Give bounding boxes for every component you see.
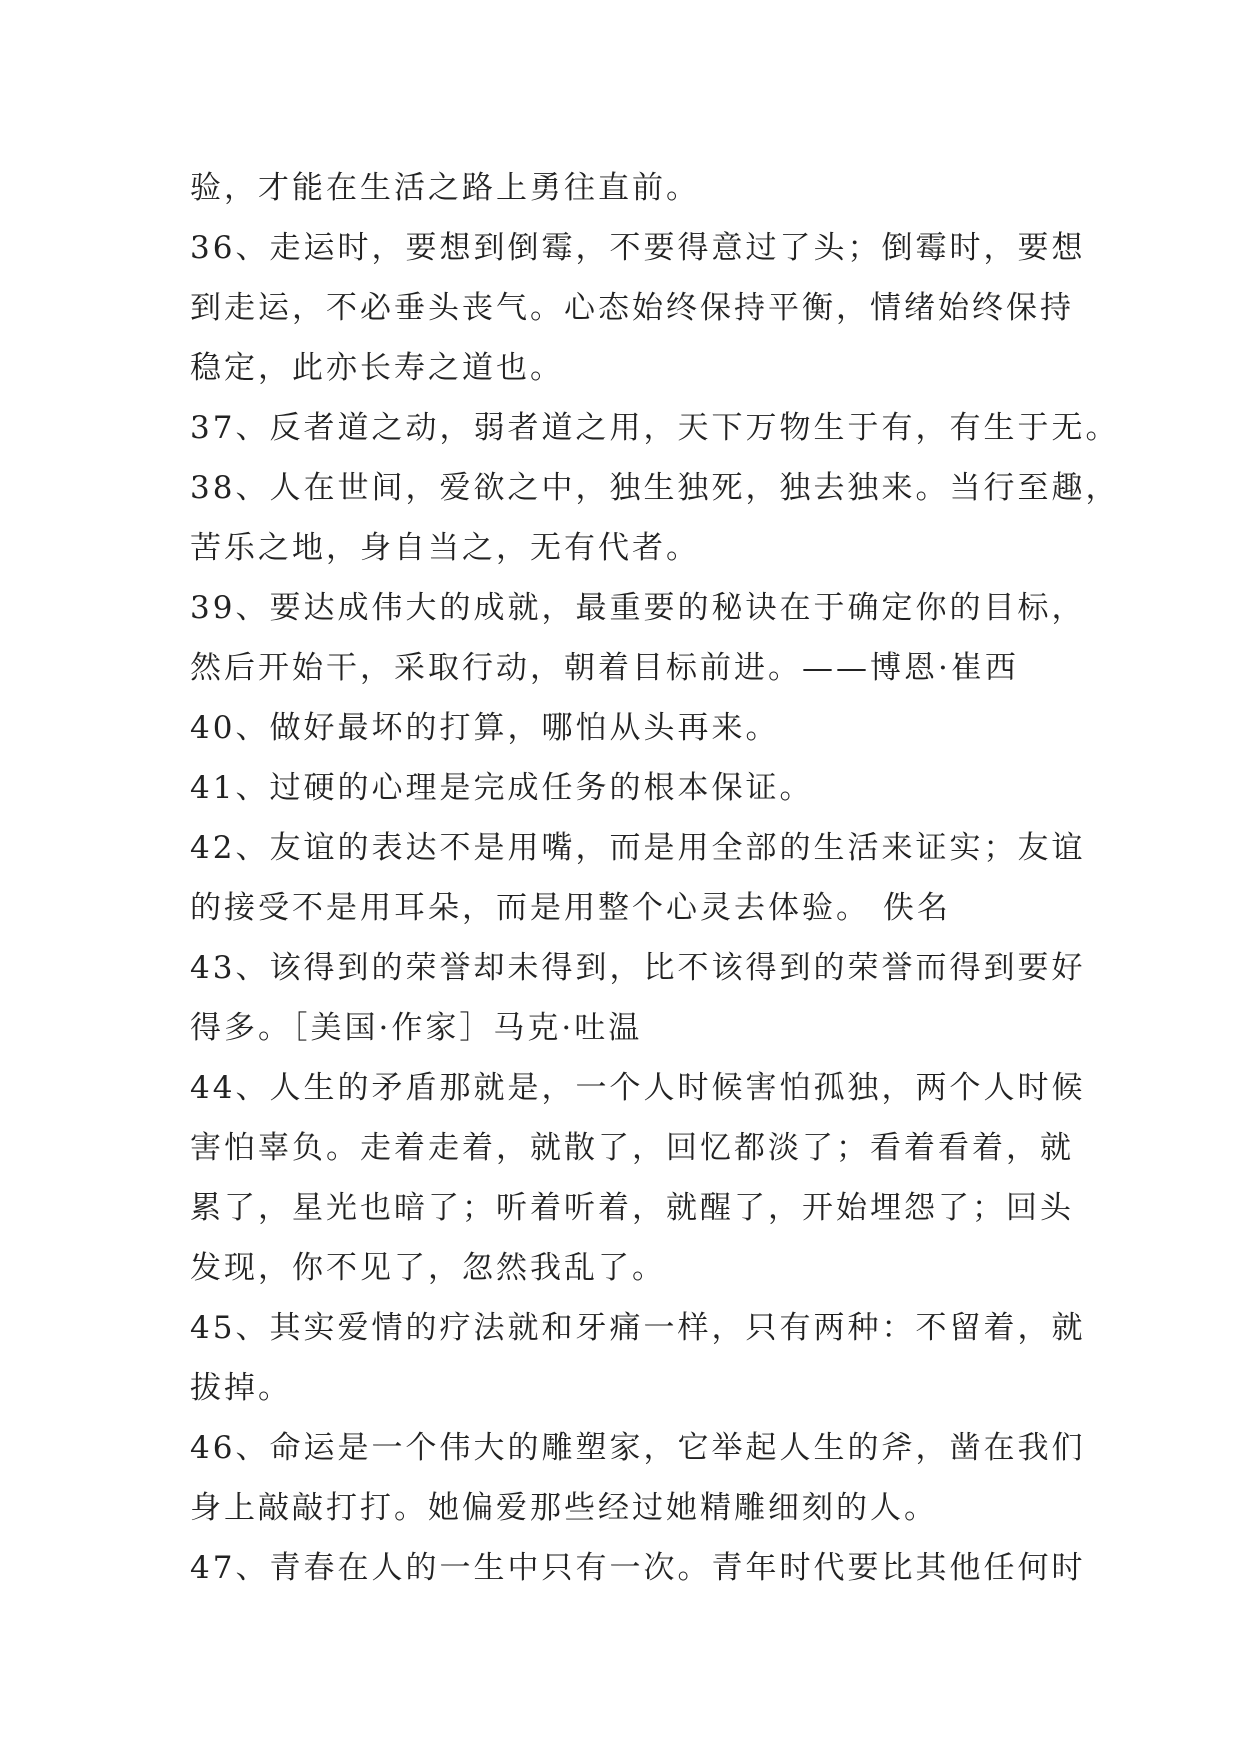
text-line: 36、走运时，要想到倒霉，不要得意过了头；倒霉时，要想: [190, 230, 1086, 266]
text-line: 累了，星光也暗了；听着听着，就醒了，开始埋怨了；回头: [190, 1190, 1074, 1226]
text-line: 稳定，此亦长寿之道也。: [190, 350, 564, 386]
text-line: 39、要达成伟大的成就，最重要的秘诀在于确定你的目标，: [190, 590, 1086, 626]
text-line: 45、其实爱情的疗法就和牙痛一样，只有两种：不留着，就: [190, 1310, 1086, 1346]
text-line: 发现，你不见了，忽然我乱了。: [190, 1250, 666, 1286]
text-line: 40、做好最坏的打算，哪怕从头再来。: [190, 710, 780, 746]
text-line: 害怕辜负。走着走着，就散了，回忆都淡了；看着看着，就: [190, 1130, 1074, 1166]
text-line: 得多。［美国·作家］马克·吐温: [190, 1010, 643, 1046]
text-line: 验，才能在生活之路上勇往直前。: [190, 170, 700, 206]
text-line: 拔掉。: [190, 1370, 292, 1406]
text-line: 37、反者道之动，弱者道之用，天下万物生于有，有生于无。: [190, 410, 1120, 446]
text-line: 苦乐之地，身自当之，无有代者。: [190, 530, 700, 566]
document-body: [190, 158, 1120, 1598]
text-line: 到走运，不必垂头丧气。心态始终保持平衡，情绪始终保持: [190, 290, 1074, 326]
text-line: 43、该得到的荣誉却未得到，比不该得到的荣誉而得到要好: [190, 950, 1086, 986]
text-line: 然后开始干，采取行动，朝着目标前进。——博恩·崔西: [190, 650, 1019, 686]
text-line: 46、命运是一个伟大的雕塑家，它举起人生的斧，凿在我们: [190, 1430, 1086, 1466]
text-line: 47、青春在人的一生中只有一次。青年时代要比其他任何时: [190, 1550, 1086, 1586]
text-line: 42、友谊的表达不是用嘴，而是用全部的生活来证实；友谊: [190, 830, 1086, 866]
text-line: 44、人生的矛盾那就是，一个人时候害怕孤独，两个人时候: [190, 1070, 1086, 1106]
text-line: 41、过硬的心理是完成任务的根本保证。: [190, 770, 814, 806]
text-line: 的接受不是用耳朵，而是用整个心灵去体验。 佚名: [190, 890, 951, 926]
text-line: 身上敲敲打打。她偏爱那些经过她精雕细刻的人。: [190, 1490, 938, 1526]
text-line: 38、人在世间，爱欲之中，独生独死，独去独来。当行至趣，: [190, 470, 1120, 506]
